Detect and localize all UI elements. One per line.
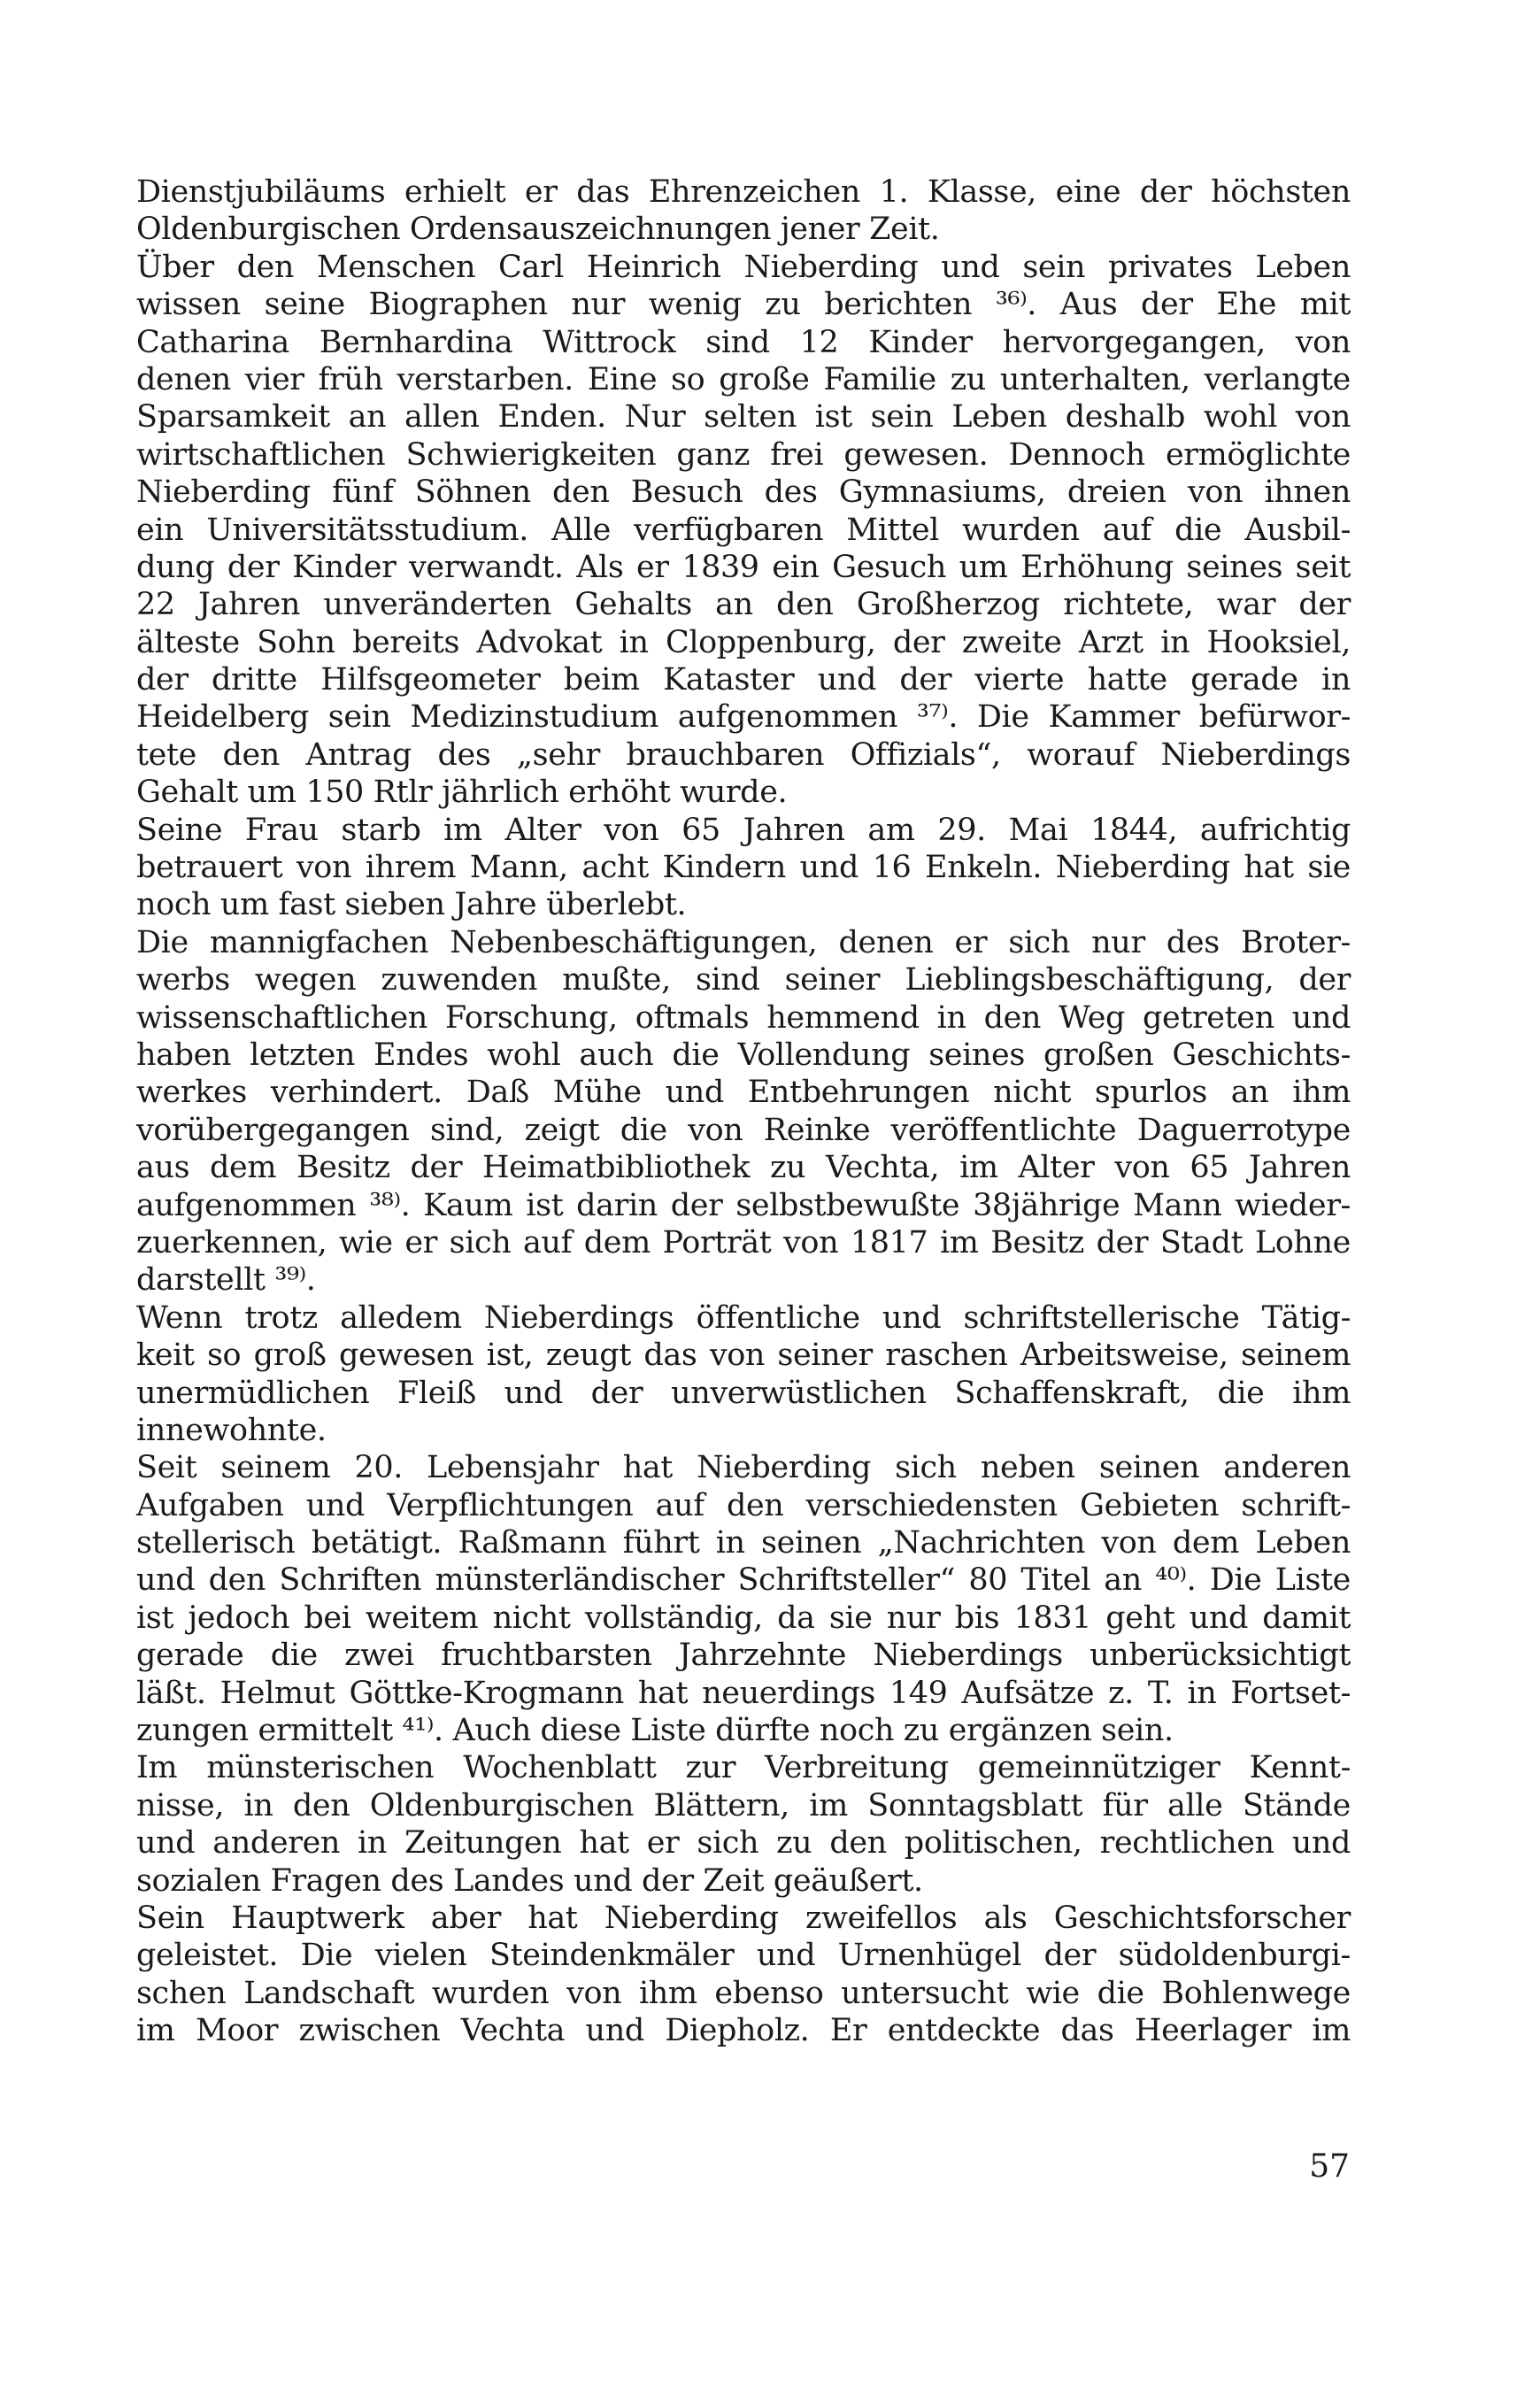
text-line: 22 Jahren unveränderten Gehalts an den Großherzog richtete, war der [136, 587, 1351, 623]
text-line: vorübergegangen sind, zeigt die von Reinke veröffentlichte Daguerrotype [136, 1112, 1351, 1148]
text-line: läßt. Helmut Göttke-Krogmann hat neuerdings 149 Aufsätze z. T. in Fortset- [136, 1675, 1351, 1711]
text-line: aufgenommen ³⁸⁾. Kaum ist darin der selbstbewußte 38jährige Mann wieder- [136, 1187, 1351, 1223]
text-line: Sparsamkeit an allen Enden. Nur selten ist sein Leben deshalb wohl von [136, 399, 1351, 436]
text-line: werkes verhindert. Daß Mühe und Entbehrungen nicht spurlos an ihm [136, 1075, 1351, 1111]
text-line: wirtschaftlichen Schwierigkeiten ganz frei gewesen. Dennoch ermöglichte [136, 436, 1351, 473]
page-number: 57 [1309, 2148, 1350, 2185]
text-line: Aufgaben und Verpflichtungen auf den verschiedensten Gebieten schrift- [136, 1487, 1351, 1523]
text-line: der dritte Hilfsgeometer beim Kataster und der vierte hatte gerade in [136, 662, 1351, 698]
text-line: tete den Antrag des „sehr brauchbaren Offizials“, worauf Nieberdings [136, 736, 1351, 773]
text-line: Heidelberg sein Medizinstudium aufgenommen ³⁷⁾. Die Kammer befürwor- [136, 699, 1351, 736]
text-line: keit so groß gewesen ist, zeugt das von seiner raschen Arbeitsweise, seinem [136, 1338, 1351, 1374]
text-line: Wenn trotz alledem Nieberdings öffentliche und schriftstellerische Tätig- [136, 1299, 1351, 1336]
text-line: betrauert von ihrem Mann, acht Kindern und 16 Enkeln. Nieberding hat sie [136, 850, 1351, 886]
text-line: Nieberding fünf Söhnen den Besuch des Gymnasiums, dreien von ihnen [136, 474, 1351, 511]
text-line: Dienstjubiläums erhielt er das Ehrenzeichen 1. Klasse, eine der höchsten [136, 174, 1351, 210]
text-line: und anderen in Zeitungen hat er sich zu den politischen, rechtlichen und [136, 1825, 1351, 1862]
text-line: Catharina Bernhardina Wittrock sind 12 Kinder hervorgegangen, von [136, 324, 1351, 360]
text-line: darstellt ³⁹⁾. [136, 1262, 316, 1299]
text-line: sozialen Fragen des Landes und der Zeit geäußert. [136, 1862, 923, 1899]
text-line: stellerisch betätigt. Raßmann führt in seinen „Nachrichten von dem Leben [136, 1525, 1351, 1561]
text-line: wissenschaftlichen Forschung, oftmals hemmend in den Weg getreten und [136, 999, 1351, 1036]
text-line: Im münsterischen Wochenblatt zur Verbreitung gemeinnütziger Kennt- [136, 1750, 1351, 1786]
text-line: im Moor zwischen Vechta und Diepholz. Er entdeckte das Heerlager im [136, 2013, 1351, 2049]
text-line: nisse, in den Oldenburgischen Blättern, im Sonntagsblatt für alle Stände [136, 1787, 1351, 1823]
text-line: ein Universitätsstudium. Alle verfügbaren Mittel wurden auf die Ausbil- [136, 512, 1351, 548]
text-line: dung der Kinder verwandt. Als er 1839 ein Gesuch um Erhöhung seines seit [136, 549, 1351, 585]
body-text [136, 173, 1351, 2050]
text-line: zungen ermittelt ⁴¹⁾. Auch diese Liste dürfte noch zu ergänzen sein. [136, 1713, 1174, 1749]
text-line: denen vier früh verstarben. Eine so große Familie zu unterhalten, verlangte [136, 361, 1351, 397]
text-line: Über den Menschen Carl Heinrich Nieberding und sein privates Leben [136, 249, 1351, 285]
text-line: ist jedoch bei weitem nicht vollständig, da sie nur bis 1831 geht und damit [136, 1600, 1351, 1636]
text-line: und den Schriften münsterländischer Schriftsteller“ 80 Titel an ⁴⁰⁾. Die Liste [136, 1562, 1351, 1599]
text-line: gerade die zwei fruchtbarsten Jahrzehnte Nieberdings unberücksichtigt [136, 1638, 1351, 1674]
text-line: geleistet. Die vielen Steindenkmäler und Urnenhügel der südoldenburgi- [136, 1938, 1351, 1974]
text-line: wissen seine Biographen nur wenig zu berichten ³⁶⁾. Aus der Ehe mit [136, 287, 1351, 323]
text-line: unermüdlichen Fleiß und der unverwüstlichen Schaffenskraft, die ihm [136, 1375, 1351, 1411]
text-line: Die mannigfachen Nebenbeschäftigungen, denen er sich nur des Broter- [136, 924, 1351, 960]
text-line: Seit seinem 20. Lebensjahr hat Nieberding sich neben seinen anderen [136, 1450, 1351, 1486]
text-line: Seine Frau starb im Alter von 65 Jahren am 29. Mai 1844, aufrichtig [136, 812, 1351, 848]
text-line: Oldenburgischen Ordensauszeichnungen jener Zeit. [136, 212, 940, 248]
text-line: Sein Hauptwerk aber hat Nieberding zweifellos als Geschichtsforscher [136, 1900, 1351, 1936]
text-line: haben letzten Endes wohl auch die Vollendung seines großen Geschichts- [136, 1037, 1351, 1073]
text-line: innewohnte. [136, 1412, 327, 1448]
text-line: älteste Sohn bereits Advokat in Cloppenburg, der zweite Arzt in Hooksiel, [136, 624, 1351, 660]
text-line: Gehalt um 150 Rtlr jährlich erhöht wurde. [136, 775, 788, 811]
text-line: aus dem Besitz der Heimatbibliothek zu Vechta, im Alter von 65 Jahren [136, 1150, 1351, 1186]
text-line: noch um fast sieben Jahre überlebt. [136, 887, 687, 923]
text-line: werbs wegen zuwenden mußte, sind seiner Lieblingsbeschäftigung, der [136, 962, 1351, 998]
text-line: zuerkennen, wie er sich auf dem Porträt von 1817 im Besitz der Stadt Lohne [136, 1224, 1351, 1261]
text-line: schen Landschaft wurden von ihm ebenso untersucht wie die Bohlenwege [136, 1975, 1351, 2011]
